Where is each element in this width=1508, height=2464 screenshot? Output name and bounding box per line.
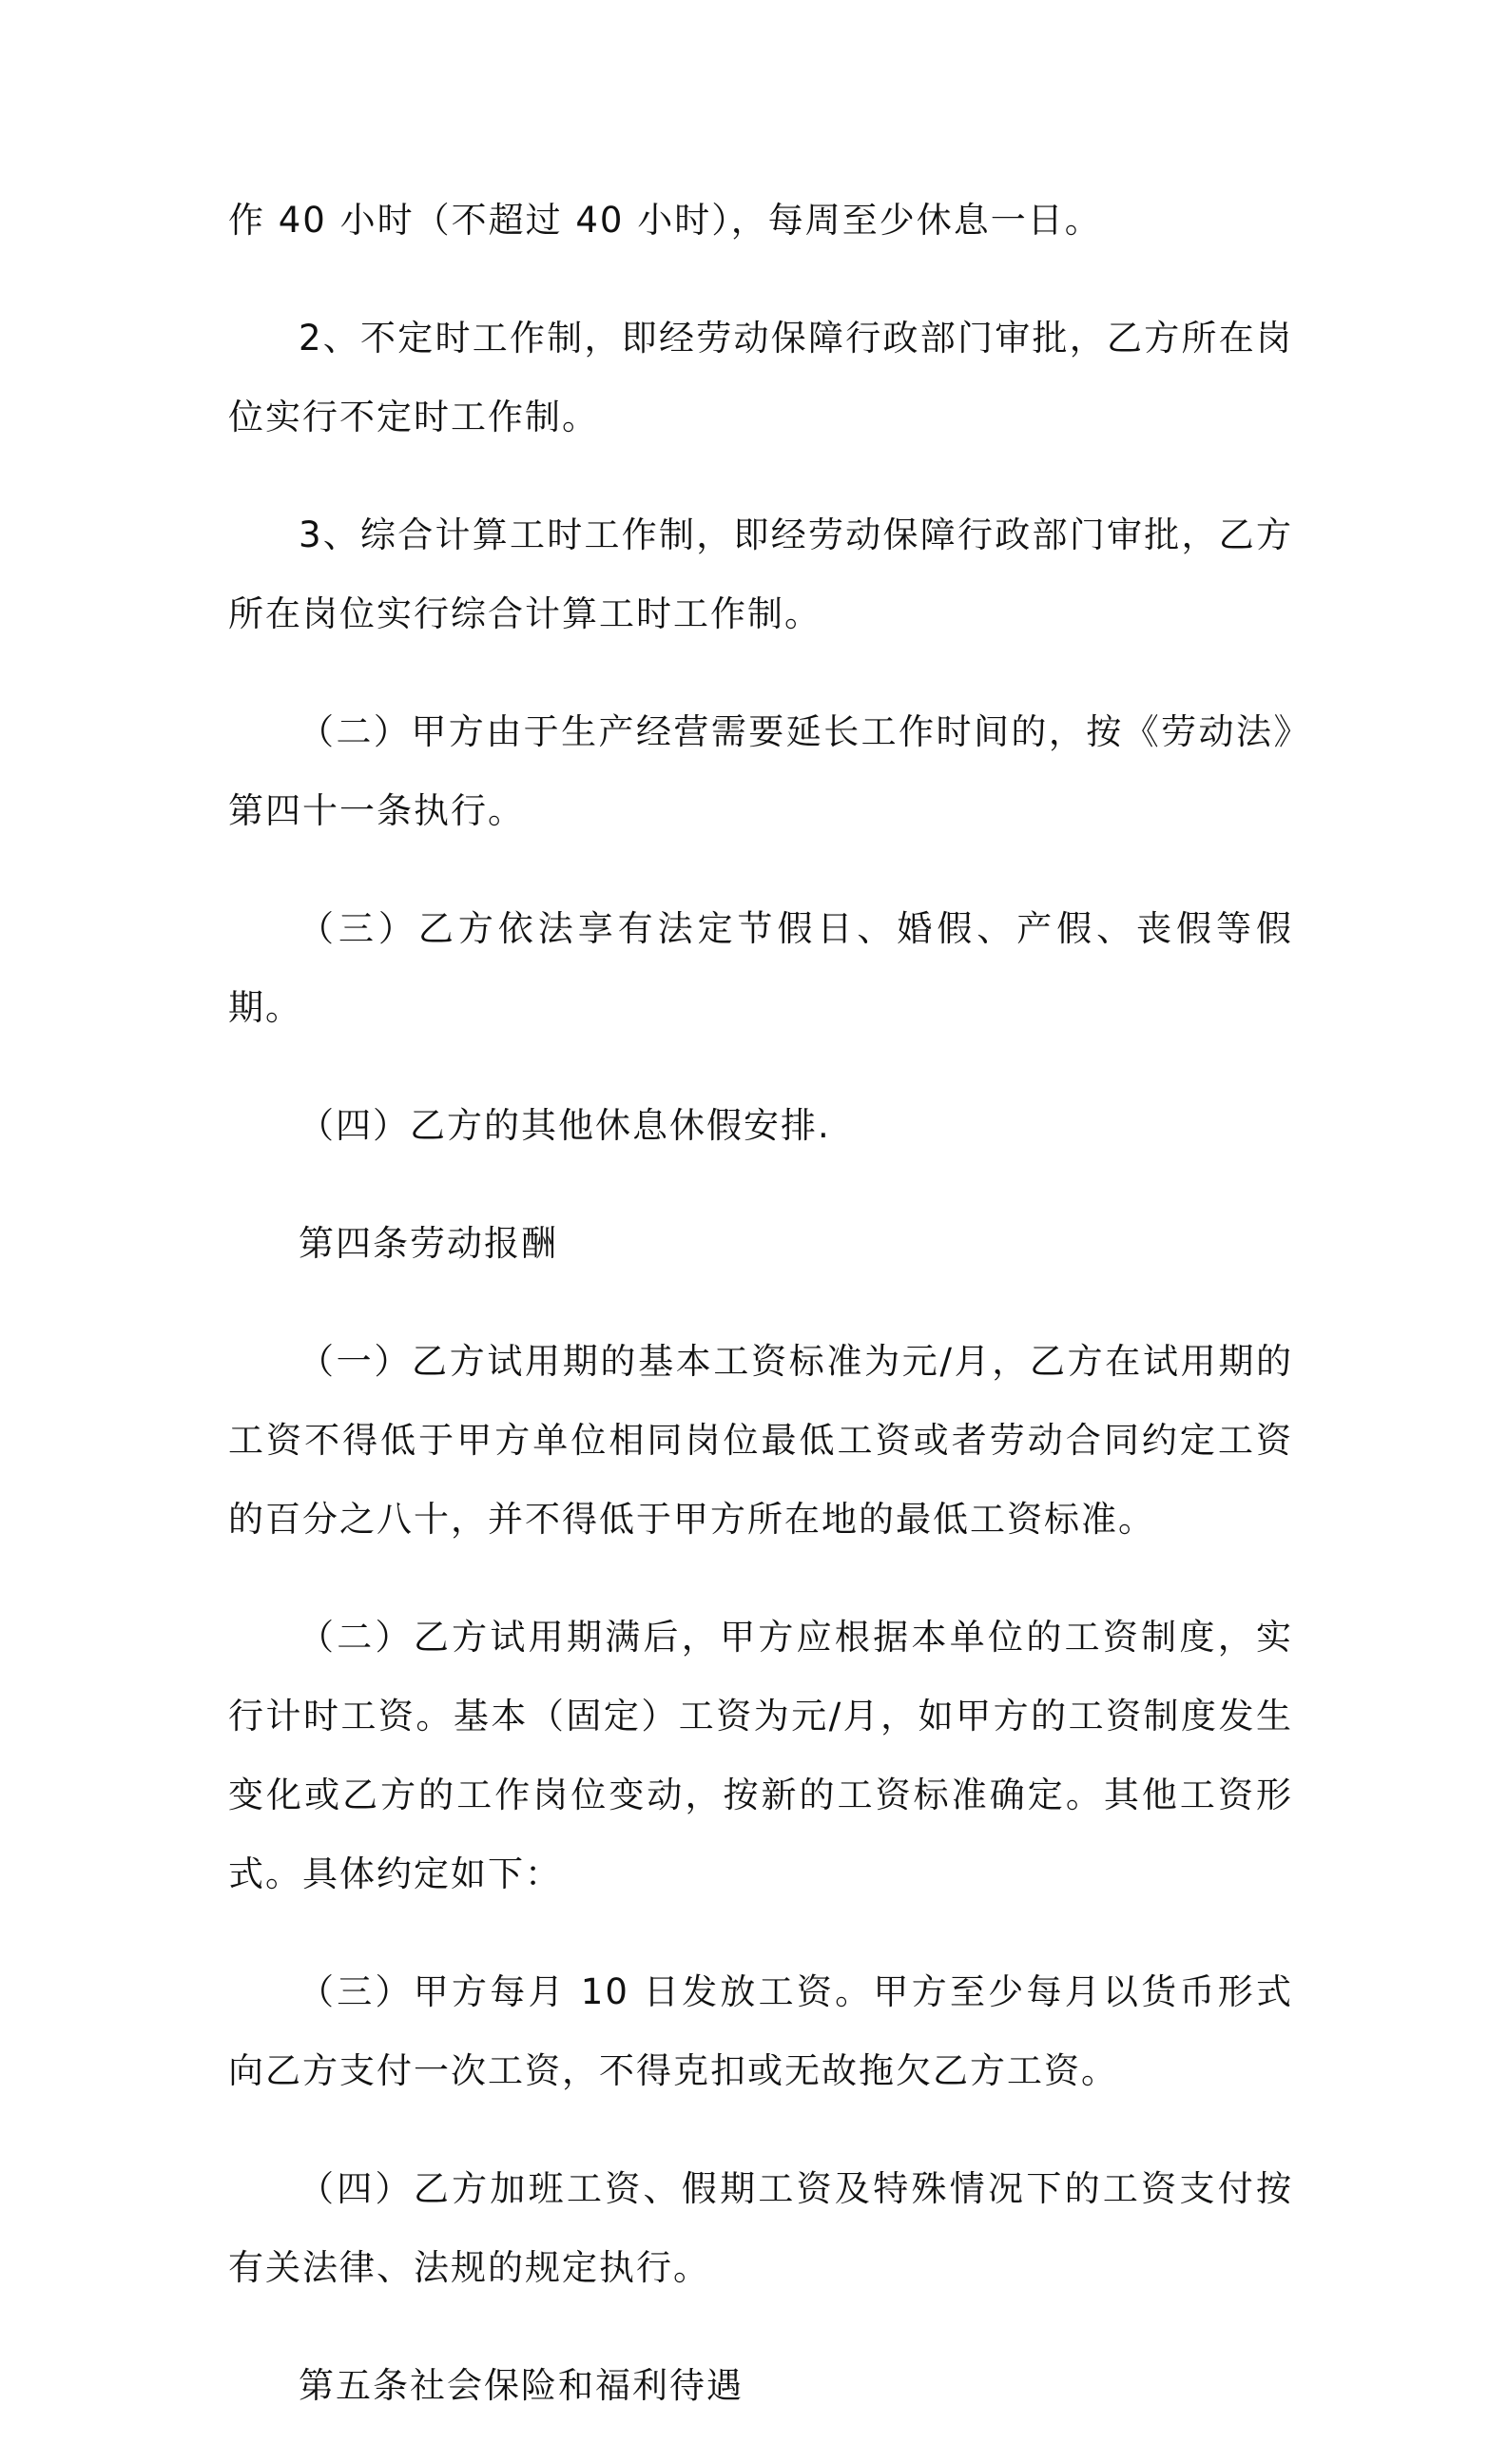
paragraph-pay-date: （三）甲方每月 10 日发放工资。甲方至少每月以货币形式向乙方支付一次工资，不得克扣或无故拖欠乙方工资。 bbox=[228, 1971, 1293, 2091]
paragraph-probation-wage: （一）乙方试用期的基本工资标准为元/月，乙方在试用期的工资不得低于甲方单位相同岗位最低工资或者劳动合同约定工资的百分之八十，并不得低于甲方所在地的最低工资标准。 bbox=[228, 1341, 1293, 1540]
paragraph-overtime: （二）甲方由于生产经营需要延长工作时间的，按《劳动法》第四十一条执行。 bbox=[228, 711, 1293, 831]
paragraph-overtime-pay: （四）乙方加班工资、假期工资及特殊情况下的工资支付按有关法律、法规的规定执行。 bbox=[228, 2168, 1293, 2288]
paragraph-holidays: （三）乙方依法享有法定节假日、婚假、产假、丧假等假期。 bbox=[228, 908, 1293, 1028]
paragraph-flexible-hours: 2、不定时工作制，即经劳动保障行政部门审批，乙方所在岗位实行不定时工作制。 bbox=[228, 318, 1293, 437]
paragraph-regular-wage: （二）乙方试用期满后，甲方应根据本单位的工资制度，实行计时工资。基本（固定）工资为元/月，如甲方的工资制度发生变化或乙方的工作岗位变动，按新的工资标准确定。其他工资形式。具体约定如下： bbox=[228, 1617, 1293, 1894]
paragraph-working-hours-continued: 作 40 小时（不超过 40 小时），每周至少休息一日。 bbox=[228, 200, 1102, 241]
paragraph-comprehensive-hours: 3、综合计算工时工作制，即经劳动保障行政部门审批，乙方所在岗位实行综合计算工时工作制。 bbox=[228, 514, 1293, 634]
section-heading-article-5: 第五条社会保险和福利待遇 bbox=[299, 2365, 744, 2406]
section-heading-article-4: 第四条劳动报酬 bbox=[299, 1223, 558, 1264]
document-body bbox=[228, 181, 1293, 2464]
paragraph-other-leave: （四）乙方的其他休息休假安排. bbox=[299, 1105, 831, 1146]
